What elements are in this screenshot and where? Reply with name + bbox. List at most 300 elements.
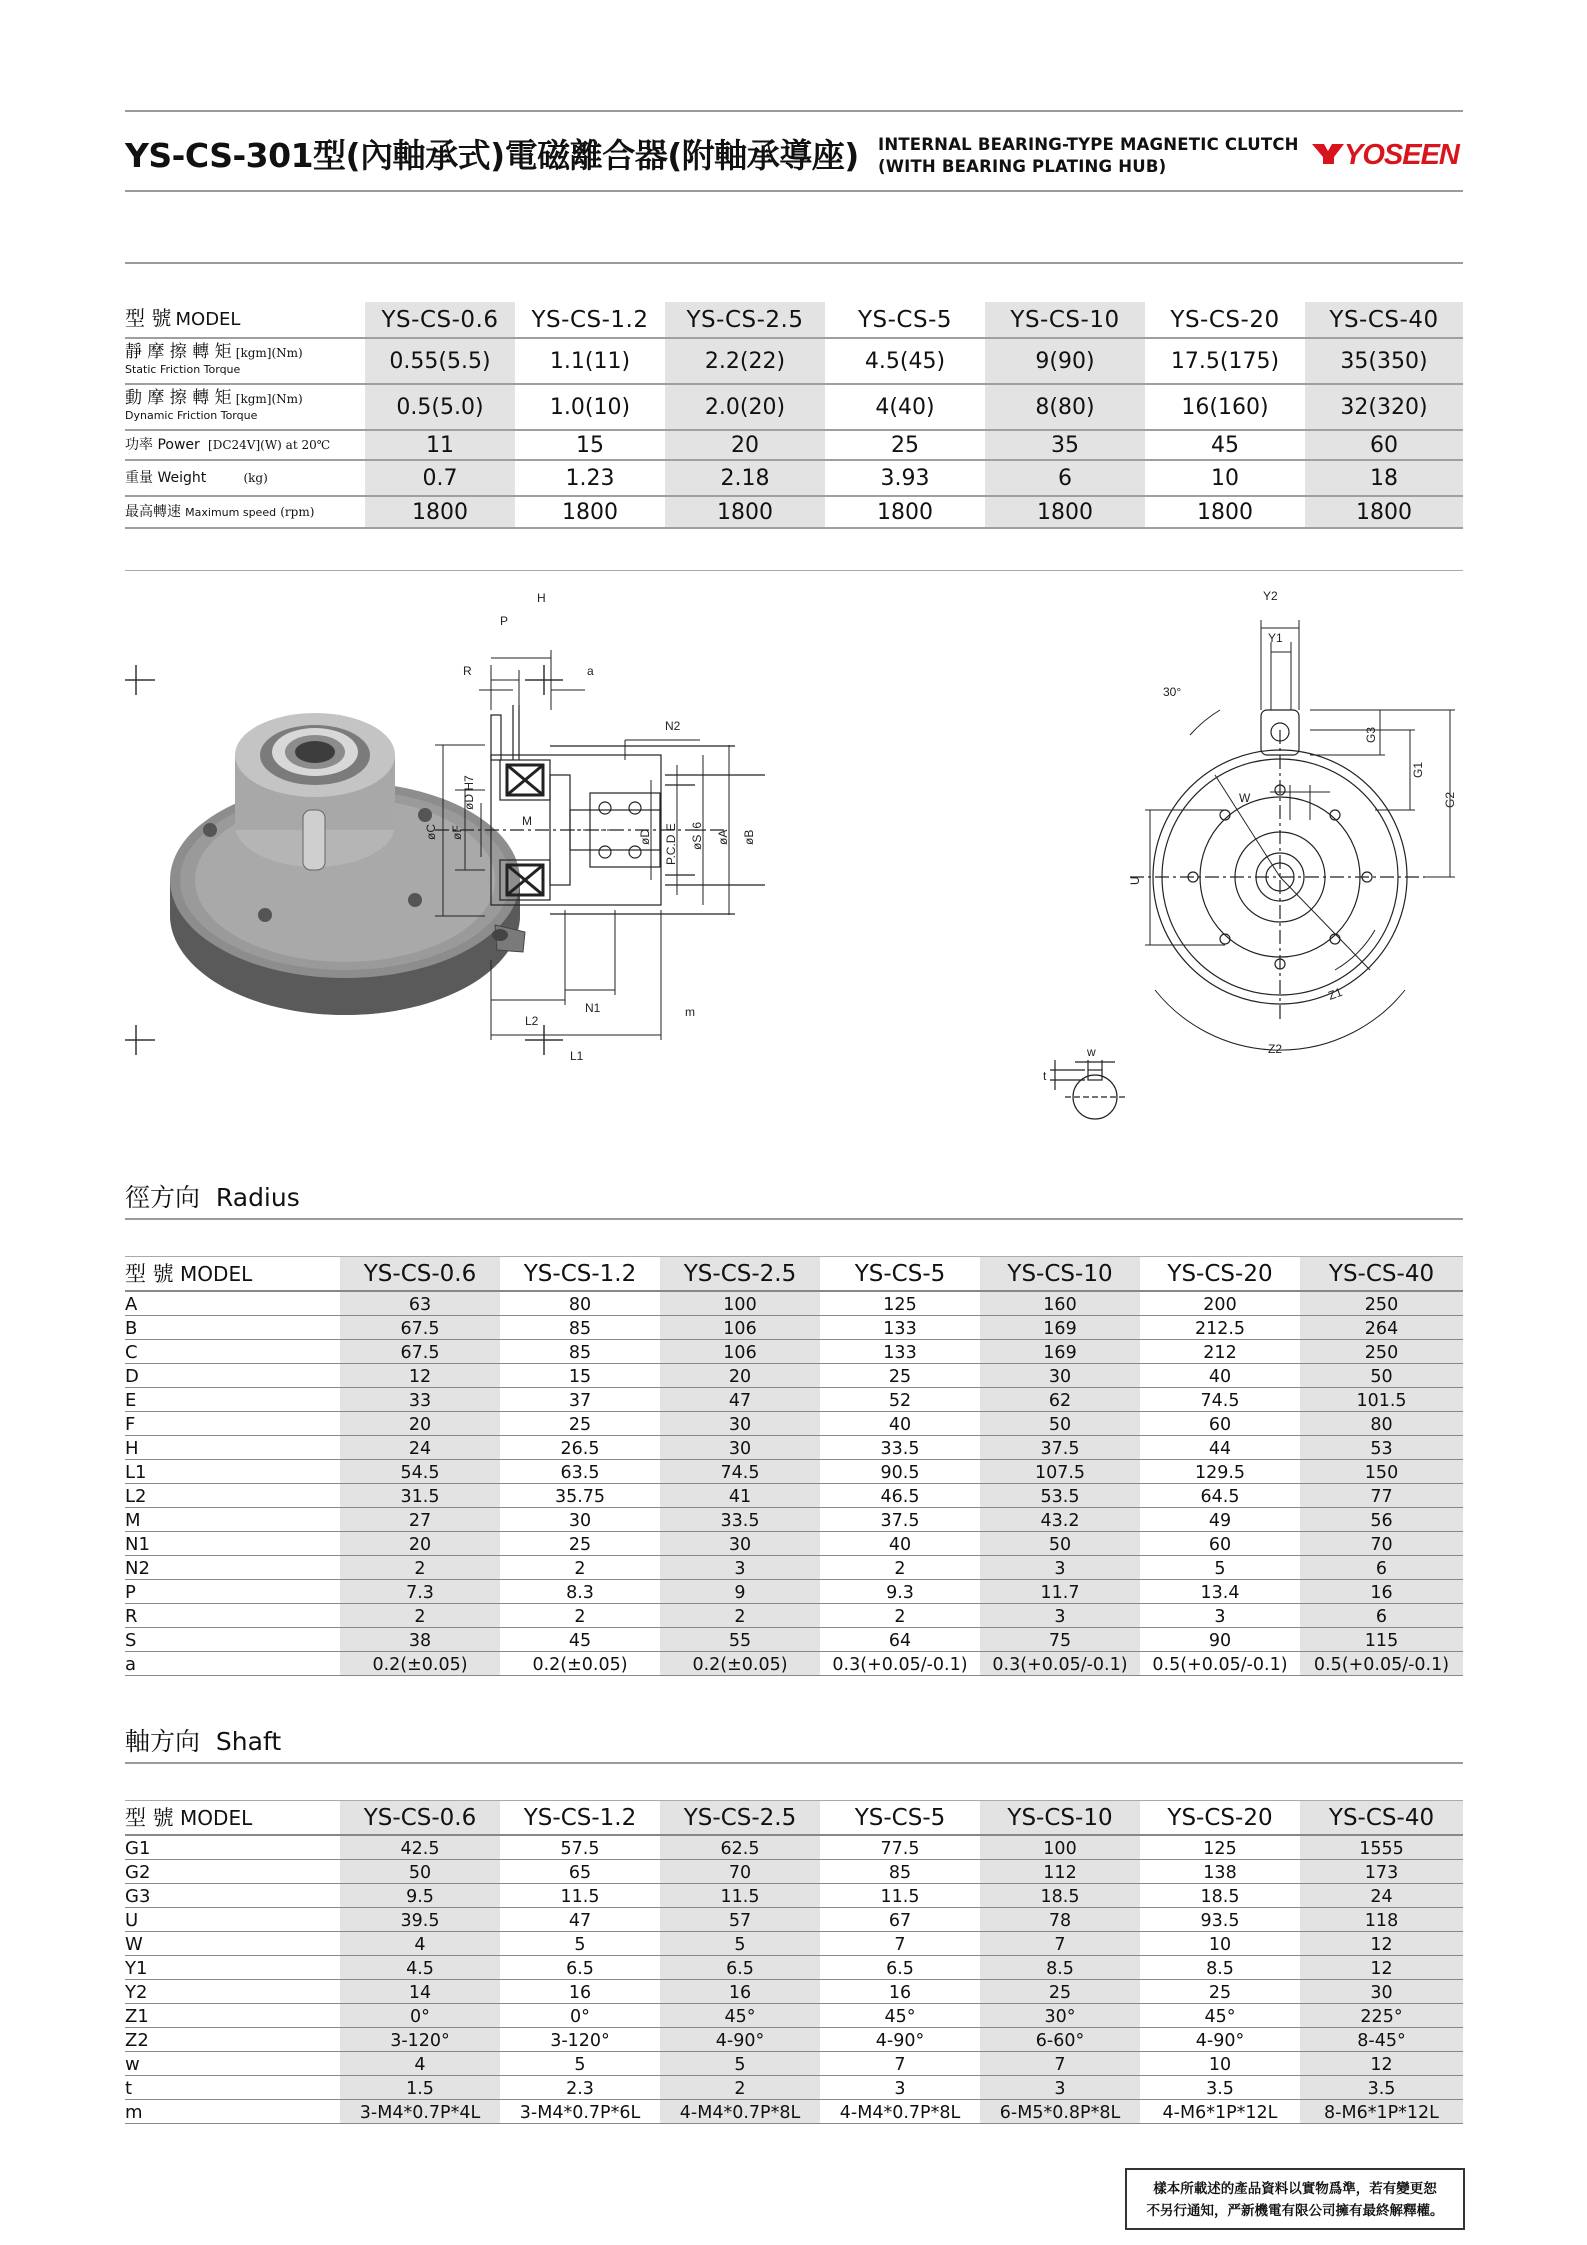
cell: 45 xyxy=(1145,430,1305,460)
row-label: N1 xyxy=(125,1531,340,1555)
cell: 20 xyxy=(665,430,825,460)
cell: 107.5 xyxy=(980,1459,1140,1483)
cell: 4.5(45) xyxy=(825,338,985,384)
cell: 60 xyxy=(1140,1531,1300,1555)
cell: 4(40) xyxy=(825,384,985,430)
dim-label: G3 xyxy=(1364,726,1378,743)
model-name: YS-CS-10 xyxy=(985,302,1145,338)
row-label: 動 摩 擦 轉 矩 [kgm](Nm) Dynamic Friction Torque xyxy=(125,384,365,430)
model-name: YS-CS-0.6 xyxy=(365,302,515,338)
cell: 60 xyxy=(1305,430,1463,460)
cell: 18 xyxy=(1305,460,1463,496)
dim-label: t xyxy=(1043,1069,1047,1083)
table-row xyxy=(125,2075,1463,2099)
cell: 2 xyxy=(340,1603,500,1627)
cell: 37.5 xyxy=(980,1435,1140,1459)
top-rule xyxy=(125,110,1463,112)
cell: 6-M5*0.8P*8L xyxy=(980,2099,1140,2123)
dim-label: 30° xyxy=(1163,685,1182,699)
cell: 93.5 xyxy=(1140,1907,1300,1931)
cell: 2.0(20) xyxy=(665,384,825,430)
model-label: 型 號 MODEL xyxy=(125,302,365,338)
cell: 2 xyxy=(660,2075,820,2099)
row-label: H xyxy=(125,1435,340,1459)
cell: 90 xyxy=(1140,1627,1300,1651)
row-label: R xyxy=(125,1603,340,1627)
model-name: YS-CS-1.2 xyxy=(515,302,665,338)
table-row xyxy=(125,1531,1463,1555)
cell: 50 xyxy=(340,1859,500,1883)
cell: 57.5 xyxy=(500,1835,660,1859)
cell: 43.2 xyxy=(980,1507,1140,1531)
table-row xyxy=(125,2099,1463,2123)
table-row xyxy=(125,1315,1463,1339)
dim-label: øB xyxy=(742,829,756,845)
spec-row-dynamic-torque xyxy=(125,384,1463,430)
dim-label: øD H7 xyxy=(462,775,476,810)
shaft-section-title xyxy=(125,1722,281,1758)
cell: 0.5(+0.05/-0.1) xyxy=(1300,1651,1463,1675)
drawing-top-rule xyxy=(125,570,1463,571)
cell: 0° xyxy=(500,2003,660,2027)
cell: 24 xyxy=(340,1435,500,1459)
dim-label: P xyxy=(500,614,509,628)
table-row xyxy=(125,1579,1463,1603)
cell: 9(90) xyxy=(985,338,1145,384)
cell: 0.5(5.0) xyxy=(365,384,515,430)
cell: 30 xyxy=(1300,1979,1463,2003)
cell: 250 xyxy=(1300,1339,1463,1363)
spec-row-power xyxy=(125,430,1463,460)
table-row xyxy=(125,1627,1463,1651)
cell: 47 xyxy=(660,1387,820,1411)
model-name: YS-CS-20 xyxy=(1145,302,1305,338)
row-label: 功率 Power [DC24V](W) at 20℃ xyxy=(125,430,365,460)
cell: 77.5 xyxy=(820,1835,980,1859)
cell: 49 xyxy=(1140,1507,1300,1531)
dim-label: øF xyxy=(450,825,464,840)
cell: 101.5 xyxy=(1300,1387,1463,1411)
dim-label: W xyxy=(1239,791,1251,805)
cell: 3.5 xyxy=(1300,2075,1463,2099)
cell: 1800 xyxy=(1145,496,1305,528)
product-photo xyxy=(125,665,563,1055)
cell: 9 xyxy=(660,1579,820,1603)
cell: 56 xyxy=(1300,1507,1463,1531)
table-row xyxy=(125,1603,1463,1627)
cell: 53 xyxy=(1300,1435,1463,1459)
cell: 10 xyxy=(1140,2051,1300,2075)
cell: 106 xyxy=(660,1315,820,1339)
cell: 45° xyxy=(1140,2003,1300,2027)
dim-label: øA xyxy=(716,829,730,845)
dim-label: M xyxy=(522,814,532,828)
cell: 30 xyxy=(980,1363,1140,1387)
cell: 8.3 xyxy=(500,1579,660,1603)
row-label: B xyxy=(125,1315,340,1339)
cell: 1.5 xyxy=(340,2075,500,2099)
cell: 6.5 xyxy=(820,1955,980,1979)
table-row xyxy=(125,1931,1463,1955)
dim-label: a xyxy=(587,664,594,678)
cell: 160 xyxy=(980,1291,1140,1315)
cell: 5 xyxy=(660,2051,820,2075)
cell: 8-M6*1P*12L xyxy=(1300,2099,1463,2123)
row-label: F xyxy=(125,1411,340,1435)
model-name: YS-CS-1.2 xyxy=(500,1801,660,1835)
cell: 3 xyxy=(1140,1603,1300,1627)
cell: 3-120° xyxy=(340,2027,500,2051)
dim-label: N2 xyxy=(665,719,681,733)
model-name: YS-CS-10 xyxy=(980,1801,1140,1835)
cell: 225° xyxy=(1300,2003,1463,2027)
cell: 40 xyxy=(820,1411,980,1435)
cell: 44 xyxy=(1140,1435,1300,1459)
cell: 70 xyxy=(1300,1531,1463,1555)
row-label: A xyxy=(125,1291,340,1315)
model-name: YS-CS-0.6 xyxy=(340,1801,500,1835)
page-title-cn: YS-CS-301型(內軸承式)電磁離合器(附軸承導座) xyxy=(125,136,859,175)
technical-drawings xyxy=(125,580,1463,1140)
cell: 3-120° xyxy=(500,2027,660,2051)
dim-label: N1 xyxy=(585,1001,601,1015)
cell: 50 xyxy=(980,1531,1140,1555)
cell: 47 xyxy=(500,1907,660,1931)
cell: 46.5 xyxy=(820,1483,980,1507)
table-row xyxy=(125,1835,1463,1859)
cell: 250 xyxy=(1300,1291,1463,1315)
cell: 5 xyxy=(500,1931,660,1955)
cell: 1.23 xyxy=(515,460,665,496)
cell: 85 xyxy=(500,1339,660,1363)
cell: 1800 xyxy=(985,496,1145,528)
cell: 3.93 xyxy=(825,460,985,496)
cell: 25 xyxy=(820,1363,980,1387)
row-label: E xyxy=(125,1387,340,1411)
cell: 38 xyxy=(340,1627,500,1651)
cell: 14 xyxy=(340,1979,500,2003)
cell: 12 xyxy=(1300,1955,1463,1979)
cell: 25 xyxy=(1140,1979,1300,2003)
cell: 17.5(175) xyxy=(1145,338,1305,384)
cell: 2 xyxy=(820,1555,980,1579)
cell: 40 xyxy=(820,1531,980,1555)
cell: 16 xyxy=(500,1979,660,2003)
cell: 12 xyxy=(340,1363,500,1387)
dim-label: L1 xyxy=(570,1049,584,1063)
cell: 4 xyxy=(340,2051,500,2075)
cell: 42.5 xyxy=(340,1835,500,1859)
dim-label: G1 xyxy=(1411,761,1425,778)
cell: 112 xyxy=(980,1859,1140,1883)
page-header xyxy=(125,118,1463,188)
cell: 54.5 xyxy=(340,1459,500,1483)
cell: 0.55(5.5) xyxy=(365,338,515,384)
row-label: Z1 xyxy=(125,2003,340,2027)
cell: 6.5 xyxy=(660,1955,820,1979)
cell: 70 xyxy=(660,1859,820,1883)
cell: 3.5 xyxy=(1140,2075,1300,2099)
cell: 2 xyxy=(500,1555,660,1579)
table-row xyxy=(125,1507,1463,1531)
model-name: YS-CS-40 xyxy=(1305,302,1463,338)
cell: 32(320) xyxy=(1305,384,1463,430)
row-label: t xyxy=(125,2075,340,2099)
row-label: Z2 xyxy=(125,2027,340,2051)
row-label: 靜 摩 擦 轉 矩 [kgm](Nm) Static Friction Torque xyxy=(125,338,365,384)
cell: 133 xyxy=(820,1315,980,1339)
cell: 78 xyxy=(980,1907,1140,1931)
cell: 3-M4*0.7P*6L xyxy=(500,2099,660,2123)
cell: 45 xyxy=(500,1627,660,1651)
cell: 4-M6*1P*12L xyxy=(1140,2099,1300,2123)
table-row xyxy=(125,1411,1463,1435)
radius-table xyxy=(125,1257,1463,1676)
cell: 45° xyxy=(660,2003,820,2027)
cell: 2.3 xyxy=(500,2075,660,2099)
cell: 1.1(11) xyxy=(515,338,665,384)
cell: 0.2(±0.05) xyxy=(660,1651,820,1675)
cell: 5 xyxy=(660,1931,820,1955)
cell: 60 xyxy=(1140,1411,1300,1435)
cell: 20 xyxy=(660,1363,820,1387)
model-name: YS-CS-20 xyxy=(1140,1257,1300,1291)
cell: 9.3 xyxy=(820,1579,980,1603)
cell: 2 xyxy=(500,1603,660,1627)
cell: 67 xyxy=(820,1907,980,1931)
row-label: Y1 xyxy=(125,1955,340,1979)
table-row xyxy=(125,1459,1463,1483)
table-row xyxy=(125,1339,1463,1363)
cell: 3 xyxy=(980,1555,1140,1579)
row-label: w xyxy=(125,2051,340,2075)
spec-row-static-torque xyxy=(125,338,1463,384)
table-row xyxy=(125,1907,1463,1931)
cell: 45° xyxy=(820,2003,980,2027)
logo-text: YOSEEN xyxy=(1344,139,1459,171)
cell: 41 xyxy=(660,1483,820,1507)
cell: 10 xyxy=(1140,1931,1300,1955)
dim-label: R xyxy=(463,664,472,678)
row-label: U xyxy=(125,1907,340,1931)
cell: 6 xyxy=(985,460,1145,496)
cell: 62 xyxy=(980,1387,1140,1411)
cell: 24 xyxy=(1300,1883,1463,1907)
cell: 63.5 xyxy=(500,1459,660,1483)
page-title-en xyxy=(878,134,1299,178)
cell: 30 xyxy=(660,1435,820,1459)
cell: 31.5 xyxy=(340,1483,500,1507)
cell: 30 xyxy=(500,1507,660,1531)
row-label: a xyxy=(125,1651,340,1675)
cell: 16 xyxy=(660,1979,820,2003)
cell: 118 xyxy=(1300,1907,1463,1931)
cell: 33.5 xyxy=(660,1507,820,1531)
cell: 3 xyxy=(660,1555,820,1579)
table-row xyxy=(125,1555,1463,1579)
key-detail xyxy=(1050,1060,1125,1119)
cell: 2 xyxy=(660,1603,820,1627)
cell: 129.5 xyxy=(1140,1459,1300,1483)
cell: 67.5 xyxy=(340,1339,500,1363)
cell: 35(350) xyxy=(1305,338,1463,384)
front-view-drawing xyxy=(1043,589,1457,1119)
cell: 1800 xyxy=(1305,496,1463,528)
cell: 75 xyxy=(980,1627,1140,1651)
disclaimer-line2: 不另行通知，严新機電有限公司擁有最終解釋權。 xyxy=(1146,2203,1444,2219)
cell: 67.5 xyxy=(340,1315,500,1339)
dim-label: øC xyxy=(424,824,438,840)
radius-header-row xyxy=(125,1257,1463,1291)
table-row xyxy=(125,1363,1463,1387)
cell: 26.5 xyxy=(500,1435,660,1459)
dim-label: Z2 xyxy=(1268,1042,1283,1056)
cell: 39.5 xyxy=(340,1907,500,1931)
row-label: W xyxy=(125,1931,340,1955)
cell: 35.75 xyxy=(500,1483,660,1507)
cell: 37 xyxy=(500,1387,660,1411)
cell: 8.5 xyxy=(980,1955,1140,1979)
model-name: YS-CS-5 xyxy=(825,302,985,338)
cell: 30 xyxy=(660,1531,820,1555)
cell: 20 xyxy=(340,1531,500,1555)
spec-top-rule xyxy=(125,262,1463,264)
cell: 18.5 xyxy=(1140,1883,1300,1907)
table-row xyxy=(125,1291,1463,1315)
spec-table xyxy=(125,302,1463,529)
section-title-en: Shaft xyxy=(215,1727,282,1756)
table-row xyxy=(125,1435,1463,1459)
cell: 115 xyxy=(1300,1627,1463,1651)
cell: 7 xyxy=(980,2051,1140,2075)
model-name: YS-CS-2.5 xyxy=(660,1257,820,1291)
spec-row-max-speed xyxy=(125,496,1463,528)
cell: 80 xyxy=(500,1291,660,1315)
cell: 11.7 xyxy=(980,1579,1140,1603)
cell: 106 xyxy=(660,1339,820,1363)
row-label: G2 xyxy=(125,1859,340,1883)
model-name: YS-CS-0.6 xyxy=(340,1257,500,1291)
radius-title-rule xyxy=(125,1218,1463,1220)
cell: 53.5 xyxy=(980,1483,1140,1507)
cell: 11.5 xyxy=(820,1883,980,1907)
cell: 30 xyxy=(660,1411,820,1435)
cell: 1.0(10) xyxy=(515,384,665,430)
disclaimer-line1: 樣本所載述的產品資料以實物爲準，若有變更恕 xyxy=(1153,2181,1437,2197)
cell: 2.18 xyxy=(665,460,825,496)
cell: 11.5 xyxy=(500,1883,660,1907)
cell: 1555 xyxy=(1300,1835,1463,1859)
disclaimer-box xyxy=(1125,2168,1465,2230)
cell: 11.5 xyxy=(660,1883,820,1907)
shaft-table xyxy=(125,1801,1463,2124)
table-row xyxy=(125,1883,1463,1907)
row-label: Y2 xyxy=(125,1979,340,2003)
cell: 6 xyxy=(1300,1555,1463,1579)
row-label: L2 xyxy=(125,1483,340,1507)
table-row xyxy=(125,1979,1463,2003)
dim-label: P.C.D E xyxy=(664,823,678,865)
cell: 15 xyxy=(515,430,665,460)
cell: 2 xyxy=(820,1603,980,1627)
table-row xyxy=(125,1651,1463,1675)
dim-label: Y2 xyxy=(1263,589,1278,603)
cell: 62.5 xyxy=(660,1835,820,1859)
model-name: YS-CS-2.5 xyxy=(660,1801,820,1835)
cell: 6.5 xyxy=(500,1955,660,1979)
header-bottom-rule xyxy=(125,190,1463,192)
cell: 35 xyxy=(985,430,1145,460)
cell: 0.7 xyxy=(365,460,515,496)
section-title-cn: 徑方向 xyxy=(125,1183,201,1212)
row-label: G1 xyxy=(125,1835,340,1859)
dim-label: m xyxy=(685,1005,695,1019)
cell: 0.5(+0.05/-0.1) xyxy=(1140,1651,1300,1675)
cell: 4-M4*0.7P*8L xyxy=(820,2099,980,2123)
cell: 16 xyxy=(820,1979,980,2003)
cell: 169 xyxy=(980,1339,1140,1363)
model-name: YS-CS-40 xyxy=(1300,1257,1463,1291)
cell: 3 xyxy=(820,2075,980,2099)
row-label: C xyxy=(125,1339,340,1363)
cell: 5 xyxy=(500,2051,660,2075)
model-name: YS-CS-5 xyxy=(820,1257,980,1291)
cell: 150 xyxy=(1300,1459,1463,1483)
cell: 0.3(+0.05/-0.1) xyxy=(980,1651,1140,1675)
model-label: 型 號 MODEL xyxy=(125,1257,340,1291)
cell: 8-45° xyxy=(1300,2027,1463,2051)
row-label: m xyxy=(125,2099,340,2123)
dim-label: U xyxy=(1128,876,1142,885)
cell: 2 xyxy=(340,1555,500,1579)
cell: 4-M4*0.7P*8L xyxy=(660,2099,820,2123)
dim-label: Y1 xyxy=(1268,631,1283,645)
model-name: YS-CS-1.2 xyxy=(500,1257,660,1291)
dim-label: øS j6 xyxy=(690,821,704,850)
cell: 7 xyxy=(820,2051,980,2075)
cell: 169 xyxy=(980,1315,1140,1339)
cell: 50 xyxy=(980,1411,1140,1435)
cell: 7 xyxy=(820,1931,980,1955)
cell: 55 xyxy=(660,1627,820,1651)
row-label: D xyxy=(125,1363,340,1387)
dim-label: øD xyxy=(638,829,652,845)
cell: 50 xyxy=(1300,1363,1463,1387)
table-row xyxy=(125,1955,1463,1979)
cell: 3 xyxy=(980,2075,1140,2099)
row-label: N2 xyxy=(125,1555,340,1579)
cell: 64.5 xyxy=(1140,1483,1300,1507)
cell: 9.5 xyxy=(340,1883,500,1907)
cell: 1800 xyxy=(665,496,825,528)
cell: 13.4 xyxy=(1140,1579,1300,1603)
cell: 125 xyxy=(820,1291,980,1315)
cell: 10 xyxy=(1145,460,1305,496)
cell: 4-90° xyxy=(820,2027,980,2051)
cell: 212.5 xyxy=(1140,1315,1300,1339)
cell: 264 xyxy=(1300,1315,1463,1339)
cell: 74.5 xyxy=(660,1459,820,1483)
row-label: 重量 Weight (kg) xyxy=(125,460,365,496)
cell: 85 xyxy=(500,1315,660,1339)
radius-section-title xyxy=(125,1178,300,1214)
title-en-line2: (WITH BEARING PLATING HUB) xyxy=(878,157,1167,176)
cell: 80 xyxy=(1300,1411,1463,1435)
cell: 173 xyxy=(1300,1859,1463,1883)
cell: 33 xyxy=(340,1387,500,1411)
row-label: S xyxy=(125,1627,340,1651)
model-name: YS-CS-2.5 xyxy=(665,302,825,338)
